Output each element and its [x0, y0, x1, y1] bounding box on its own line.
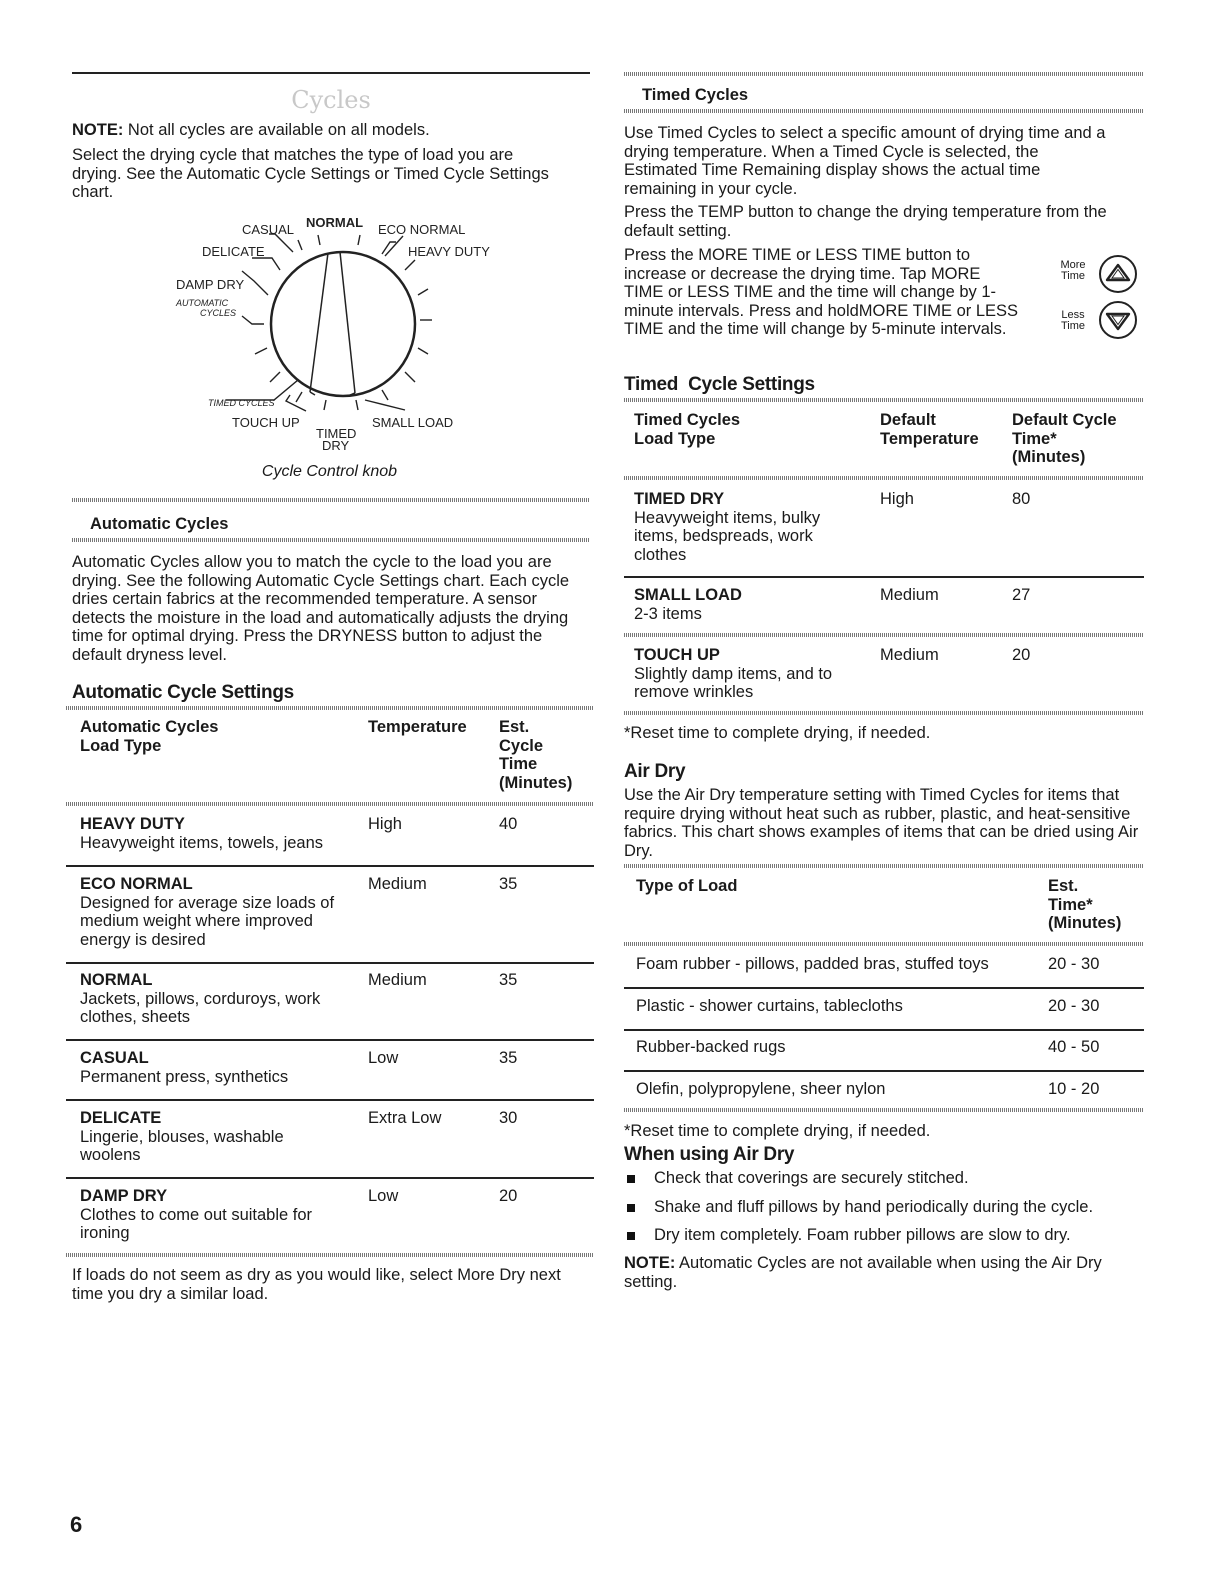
table-cell-time: 20 - 30: [1048, 955, 1100, 973]
down-arrow-icon: [1098, 300, 1138, 340]
auto-paragraph: Automatic Cycles allow you to match the cycle to the load you are drying. See the following Automatic Cycle Settings chart. Each cycle dries certain fabrics at the recommended temperature. A sensor detects the moisture in the load and automatically adjusts the drying time for optimal drying. Press the DRYNESS button to adjust the default dryness level.: [72, 553, 570, 664]
row-divider: [624, 987, 1144, 989]
table-cell-time: 40 - 50: [1048, 1038, 1100, 1056]
table-cell-time: 80: [1012, 490, 1031, 508]
knob-label-touch-up: TOUCH UP: [232, 415, 300, 430]
table-cell-temp: Low: [368, 1187, 399, 1205]
timed-table-bottom-rule: [624, 711, 1144, 715]
row-divider: [66, 865, 594, 867]
timed-header-temperature: Default Temperature: [880, 411, 979, 448]
airdry-table-bottom-rule: [624, 1108, 1144, 1112]
auto-table-top-rule: [66, 706, 594, 710]
table-row: Olefin, polypropylene, sheer nylon: [636, 1080, 886, 1098]
note-text: Not all cycles are available on all models.: [123, 121, 430, 139]
table-cell-temp: Medium: [880, 586, 939, 604]
table-cell-time: 35: [499, 971, 518, 989]
row-divider: [66, 1039, 594, 1041]
airdry-header-type: Type of Load: [636, 877, 738, 895]
auto-box-bottom-rule: [72, 538, 590, 542]
table-row: Foam rubber - pillows, padded bras, stuffed toys: [636, 955, 989, 973]
table-cell-time: 27: [1012, 586, 1031, 604]
timed-p3: Press the MORE TIME or LESS TIME button to increase or decrease the drying time. Tap MORE TIME or LESS TIME and the time will change by 1-minute intervals. Press and holdMORE TIME or LESS TIME and the time will change by 5-minute intervals.: [624, 246, 1019, 338]
table-cell-time: 20: [499, 1187, 518, 1205]
bullet-icon: [627, 1175, 635, 1183]
timed-box-title: Timed Cycles: [642, 86, 749, 104]
table-row: DELICATE Lingerie, blouses, washable woolens: [80, 1109, 284, 1164]
knob-label-eco-normal: ECO NORMAL: [378, 222, 466, 237]
table-row: Rubber-backed rugs: [636, 1038, 786, 1056]
table-cell-temp: Extra Low: [368, 1109, 442, 1127]
table-cell-temp: Low: [368, 1049, 399, 1067]
row-divider: [624, 633, 1144, 637]
table-cell-temp: High: [880, 490, 914, 508]
table-row: DAMP DRY Clothes to come out suitable for ironing: [80, 1187, 313, 1242]
table-row: ECO NORMAL Designed for average size loads of medium weight where improved energy is desired: [80, 875, 335, 949]
row-divider: [624, 576, 1144, 578]
airdry-table-header-rule: [624, 942, 1144, 946]
less-time-button[interactable]: [1040, 298, 1140, 342]
table-row: NORMAL Jackets, pillows, corduroys, work clothes, sheets: [80, 971, 321, 1026]
table-cell-time: 20: [1012, 646, 1031, 664]
timed-footnote: *Reset time to complete drying, if needed.: [624, 724, 931, 742]
timed-p2: Press the TEMP button to change the drying temperature from the default setting.: [624, 203, 1107, 240]
airdry-footnote: *Reset time to complete drying, if needed.: [624, 1122, 931, 1140]
knob-label-small-load: SMALL LOAD: [372, 415, 454, 430]
auto-box-title: Automatic Cycles: [90, 515, 229, 533]
intro-paragraph: Select the drying cycle that matches the type of load you are drying. See the Automatic Cycle Settings or Timed Cycle Settings chart.: [72, 146, 549, 201]
more-time-label: More Time: [1060, 259, 1086, 282]
timed-box-bottom-rule: [624, 109, 1144, 113]
timed-box-top-rule: [624, 72, 1144, 76]
auto-header-temperature: Temperature: [368, 718, 467, 736]
table-row: CASUAL Permanent press, synthetics: [80, 1049, 289, 1086]
up-arrow-icon: [1098, 254, 1138, 294]
knob-label-dry: DRY: [322, 438, 350, 453]
timed-header-time: Default Cycle Time* (Minutes): [1012, 411, 1117, 466]
timed-table-top-rule: [624, 398, 1144, 402]
table-row: HEAVY DUTY Heavyweight items, towels, jeans: [80, 815, 324, 852]
row-divider: [66, 962, 594, 964]
note-label: NOTE:: [624, 1254, 676, 1272]
table-cell-temp: Medium: [368, 875, 427, 893]
knob-label-damp-dry: DAMP DRY: [176, 277, 245, 292]
note-paragraph: [72, 121, 587, 140]
less-time-label: Less Time: [1060, 309, 1086, 332]
table-cell-time: 40: [499, 815, 518, 833]
more-time-button[interactable]: [1040, 252, 1140, 296]
table-row: Plastic - shower curtains, tablecloths: [636, 997, 903, 1015]
auto-header-load-type: Automatic Cycles Load Type: [80, 718, 219, 755]
row-divider: [66, 1177, 594, 1179]
top-rule: [72, 72, 590, 74]
airdry-title: Air Dry: [624, 761, 686, 782]
list-item: Dry item completely. Foam rubber pillows are slow to dry.: [654, 1226, 1071, 1244]
table-cell-time: 35: [499, 875, 518, 893]
table-cell-time: 20 - 30: [1048, 997, 1100, 1015]
row-divider: [624, 1029, 1144, 1031]
knob-label-heavy-duty: HEAVY DUTY: [408, 244, 490, 259]
airdry-note: [624, 1254, 1144, 1291]
table-cell-temp: Medium: [880, 646, 939, 664]
row-divider: [66, 1099, 594, 1101]
knob-label-automatic: AUTOMATIC: [176, 298, 229, 308]
auto-table-bottom-rule: [66, 1253, 594, 1257]
knob-label-normal: NORMAL: [306, 215, 364, 230]
timed-table-header-rule: [624, 476, 1144, 480]
auto-settings-title: Automatic Cycle Settings: [72, 682, 294, 703]
table-row: SMALL LOAD 2-3 items: [634, 586, 742, 623]
list-item: Check that coverings are securely stitched.: [654, 1169, 969, 1187]
auto-header-time: Est. Cycle Time (Minutes): [499, 718, 573, 792]
timed-header-load-type: Timed Cycles Load Type: [634, 411, 741, 448]
auto-box-top-rule: [72, 498, 590, 502]
airdry-header-time: Est. Time* (Minutes): [1048, 877, 1122, 932]
knob-caption: Cycle Control knob: [261, 463, 398, 480]
note-label: NOTE:: [72, 121, 124, 139]
knob-label-timed: TIMED: [316, 426, 357, 441]
airdry-paragraph: Use the Air Dry temperature setting with Timed Cycles for items that require drying without heat such as rubber, plastic, and heat-sensitive fabrics. This chart shows examples of items that can be dried using Air Dry.: [624, 786, 1139, 860]
row-divider: [624, 1070, 1144, 1072]
section-title: Cycles: [291, 86, 371, 114]
table-cell-time: 10 - 20: [1048, 1080, 1100, 1098]
table-cell-time: 35: [499, 1049, 518, 1067]
timed-p1: Use Timed Cycles to select a specific amount of drying time and a drying temperature. When a Timed Cycle is selected, the Estimated Time Remaining display shows the actual time remaining in your cycle.: [624, 124, 1106, 198]
bullet-icon: [627, 1204, 635, 1212]
knob-label-delicate: DELICATE: [202, 244, 265, 259]
when-using-title: When using Air Dry: [624, 1144, 795, 1165]
knob-label-timed-cycles: TIMED CYCLES: [208, 398, 275, 408]
table-cell-temp: Medium: [368, 971, 427, 989]
knob-label-casual: CASUAL: [242, 222, 295, 237]
note-text: Automatic Cycles are not available when using the Air Dry setting.: [624, 1254, 1102, 1291]
table-cell-time: 30: [499, 1109, 518, 1127]
auto-footer: If loads do not seem as dry as you would like, select More Dry next time you dry a similar load.: [72, 1266, 561, 1303]
list-item: Shake and fluff pillows by hand periodically during the cycle.: [654, 1198, 1094, 1216]
page-number: 6: [70, 1512, 83, 1537]
table-row: TOUCH UP Slightly damp items, and to remove wrinkles: [634, 646, 833, 701]
table-row: TIMED DRY Heavyweight items, bulky items, bedspreads, work clothes: [634, 490, 821, 564]
auto-table-header-rule: [66, 802, 594, 806]
cycle-control-knob-diagram: [160, 210, 500, 485]
bullet-icon: [627, 1232, 635, 1240]
timed-settings-title: Timed Cycle Settings: [624, 374, 815, 395]
table-cell-temp: High: [368, 815, 402, 833]
airdry-table-top-rule: [624, 864, 1144, 868]
knob-label-cycles: CYCLES: [200, 308, 237, 318]
